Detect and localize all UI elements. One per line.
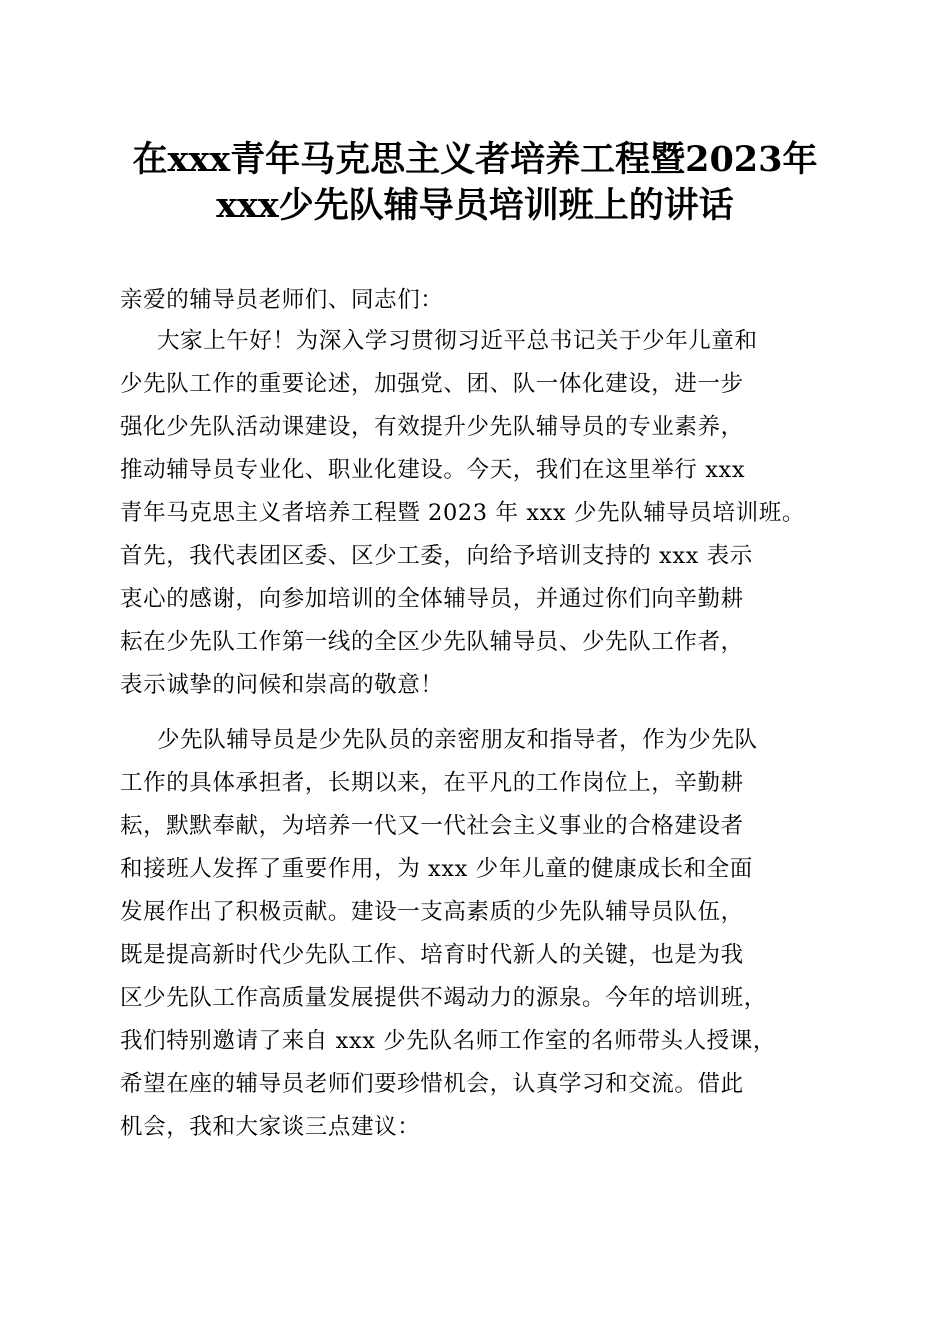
title-line-2: xxx少先队辅导员培训班上的讲话	[216, 185, 734, 226]
paragraph-1-line: 推动辅导员专业化、职业化建设。今天，我们在这里举行 xxx	[120, 457, 746, 483]
paragraph-1-line: 耘在少先队工作第一线的全区少先队辅导员、少先队工作者，	[120, 629, 744, 655]
paragraph-1-line: 少先队工作的重要论述，加强党、团、队一体化建设，进一步	[120, 371, 744, 397]
paragraph-1-line: 大家上午好！为深入学习贯彻习近平总书记关于少年儿童和	[157, 328, 758, 354]
paragraph-1-line: 表示诚挚的问候和崇高的敬意！	[120, 672, 444, 698]
paragraph-1-line: 青年马克思主义者培养工程暨 2023 年 xxx 少先队辅导员培训班。	[120, 500, 805, 526]
paragraph-2-line: 机会，我和大家谈三点建议：	[120, 1114, 421, 1140]
paragraph-2-line: 耘，默默奉献，为培养一代又一代社会主义事业的合格建设者	[120, 813, 744, 839]
paragraph-2-line: 区少先队工作高质量发展提供不竭动力的源泉。今年的培训班，	[120, 985, 767, 1011]
paragraph-2-line: 和接班人发挥了重要作用，为 xxx 少年儿童的健康成长和全面	[120, 856, 753, 882]
paragraph-1-line: 衷心的感谢，向参加培训的全体辅导员，并通过你们向辛勤耕	[120, 586, 744, 612]
paragraph-2-line: 希望在座的辅导员老师们要珍惜机会，认真学习和交流。借此	[120, 1071, 744, 1097]
paragraph-2-line: 既是提高新时代少先队工作、培育时代新人的关键，也是为我	[120, 942, 744, 968]
title-line-1: 在xxx青年马克思主义者培养工程暨2023年	[132, 139, 818, 180]
greeting: 亲爱的辅导员老师们、同志们：	[120, 287, 444, 313]
paragraph-1-line: 首先，我代表团区委、区少工委，向给予培训支持的 xxx 表示	[120, 543, 753, 569]
paragraph-2-line: 发展作出了积极贡献。建设一支高素质的少先队辅导员队伍，	[120, 899, 744, 925]
paragraph-2-line: 少先队辅导员是少先队员的亲密朋友和指导者，作为少先队	[157, 727, 758, 753]
paragraph-1-line: 强化少先队活动课建设，有效提升少先队辅导员的专业素养，	[120, 414, 744, 440]
paragraph-2-line: 工作的具体承担者，长期以来，在平凡的工作岗位上，辛勤耕	[120, 770, 744, 796]
paragraph-2-line: 我们特别邀请了来自 xxx 少先队名师工作室的名师带头人授课，	[120, 1028, 776, 1054]
